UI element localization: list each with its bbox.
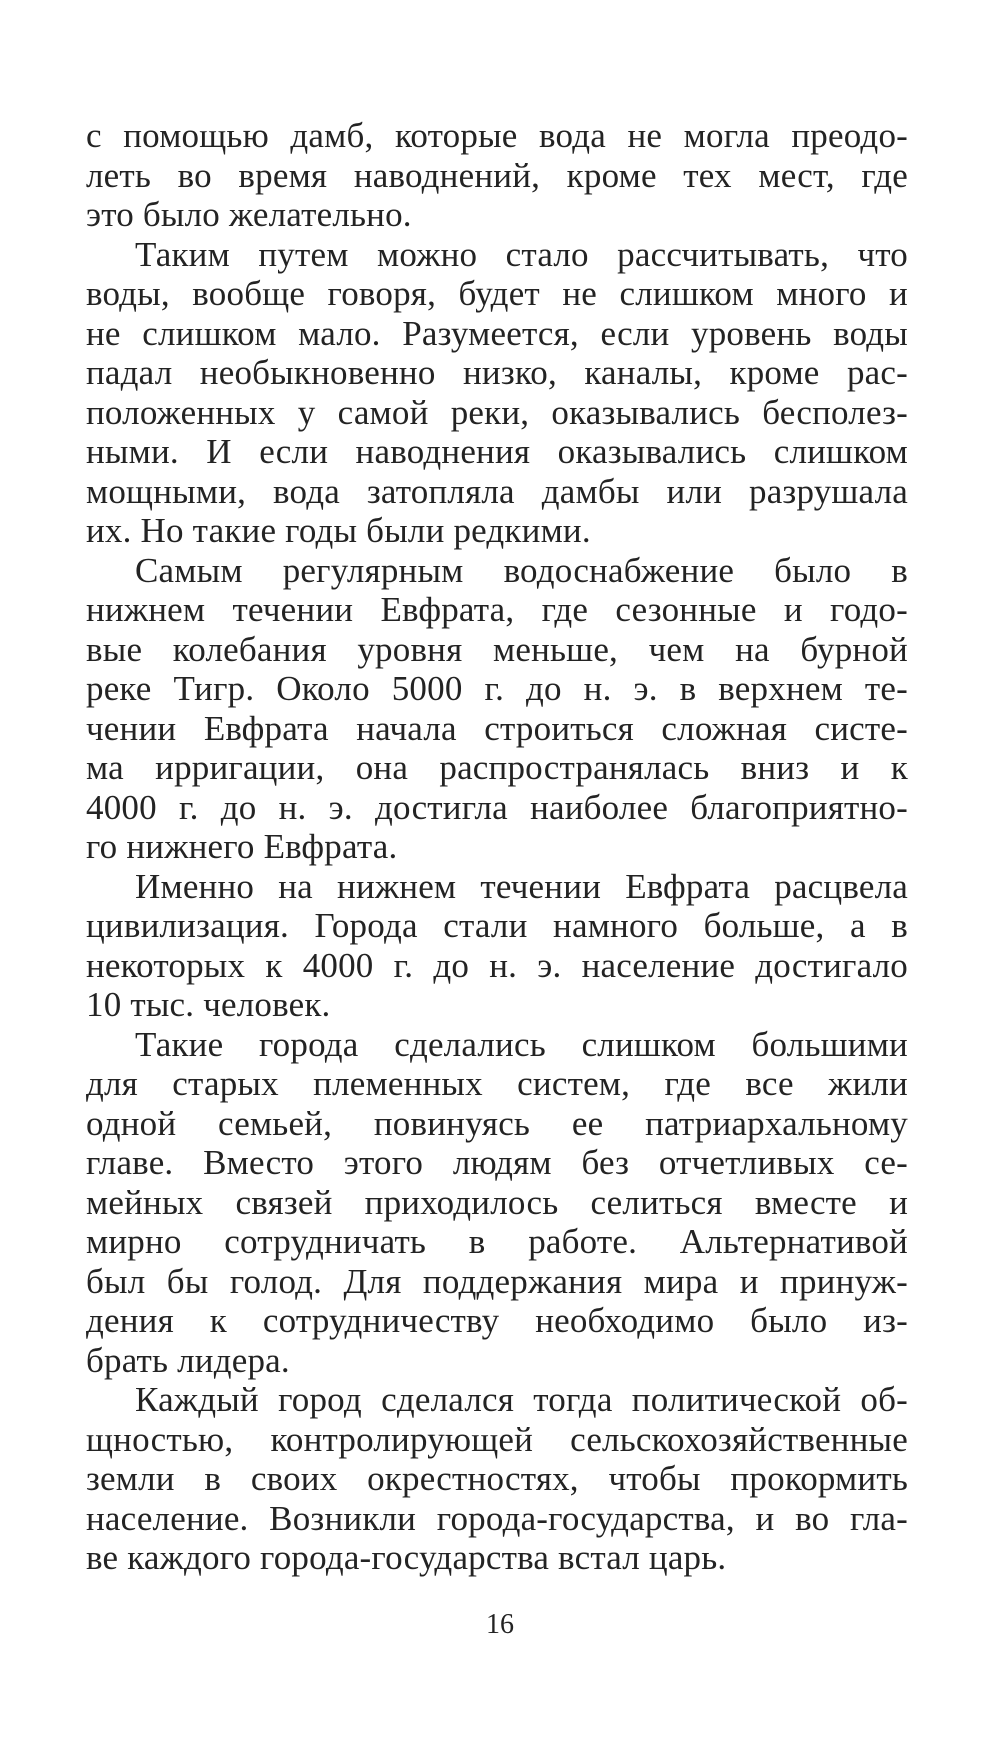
text-line: главе. Вместо этого людям без отчетливых се- [86,1143,908,1182]
text-line: вые колебания уровня меньше, чем на бурной [86,629,908,669]
text-line: земли в своих окрестностях, чтобы прокормить [86,1459,908,1498]
text-line: воды, вообще говоря, будет не слишком много и [86,274,908,313]
text-line: одной семьей, повинуясь ее патриархальному [86,1103,908,1143]
text-line: для старых племенных систем, где все жили [86,1064,908,1103]
text-line: население. Возникли города-государства, и во гла- [86,1498,908,1538]
text-line: чении Евфрата начала строиться сложная систе- [86,708,908,748]
paragraph [86,235,908,551]
text-line: положенных у самой реки, оказывались бесполез- [86,392,908,432]
text-line: ма ирригации, она распространялась вниз и к [86,748,908,787]
page-number: 16 [486,1609,514,1640]
text-line: ными. И если наводнения оказывались слишком [86,432,908,471]
paragraph [86,1025,908,1381]
paragraph [86,551,908,867]
text-line: Именно на нижнем течении Евфрата расцвела [135,866,908,906]
text-line: дения к сотрудничеству необходимо было из- [86,1301,908,1340]
text-line: реке Тигр. Около 5000 г. до н. э. в верхнем те- [86,669,908,708]
text-line: Самым регулярным водоснабжение было в [135,550,908,590]
text-line: мирно сотрудничать в работе. Альтернативой [86,1222,908,1261]
text-line: Каждый город сделался тогда политической об- [135,1380,908,1419]
text-line: 4000 г. до н. э. достигла наиболее благоприятно- [86,787,908,827]
text-line: с помощью дамб, которые вода не могла преодо- [86,116,908,155]
text-line: их. Но такие годы были редкими. [86,511,591,550]
text-line: 10 тыс. человек. [86,985,331,1024]
text-line: это было желательно. [86,195,412,234]
text-line: щностью, контролирующей сельскохозяйственные [86,1419,908,1459]
text-line: брать лидера. [86,1340,290,1380]
text-line: ве каждого города-государства встал царь. [86,1538,727,1577]
text-line: го нижнего Евфрата. [86,827,398,866]
text-line: не слишком мало. Разумеется, если уровень воды [86,313,908,353]
text-line: Такие города сделались слишком большими [135,1024,908,1064]
body-text [86,116,908,1578]
text-line: был бы голод. Для поддержания мира и принуж- [86,1261,908,1301]
text-line: некоторых к 4000 г. до н. э. население достигало [86,945,908,985]
text-line: леть во время наводнений, кроме тех мест, где [86,155,908,195]
text-line: цивилизация. Города стали намного больше, а в [86,906,908,945]
text-line: мейных связей приходилось селиться вместе и [86,1182,908,1222]
paragraph [86,116,908,235]
text-line: нижнем течении Евфрата, где сезонные и годо- [86,590,908,629]
text-line: падал необыкновенно низко, каналы, кроме рас- [86,353,908,392]
paragraph [86,1380,908,1578]
text-line: мощными, вода затопляла дамбы или разрушала [86,471,908,511]
text-line: Таким путем можно стало рассчитывать, что [135,234,908,274]
paragraph [86,867,908,1025]
